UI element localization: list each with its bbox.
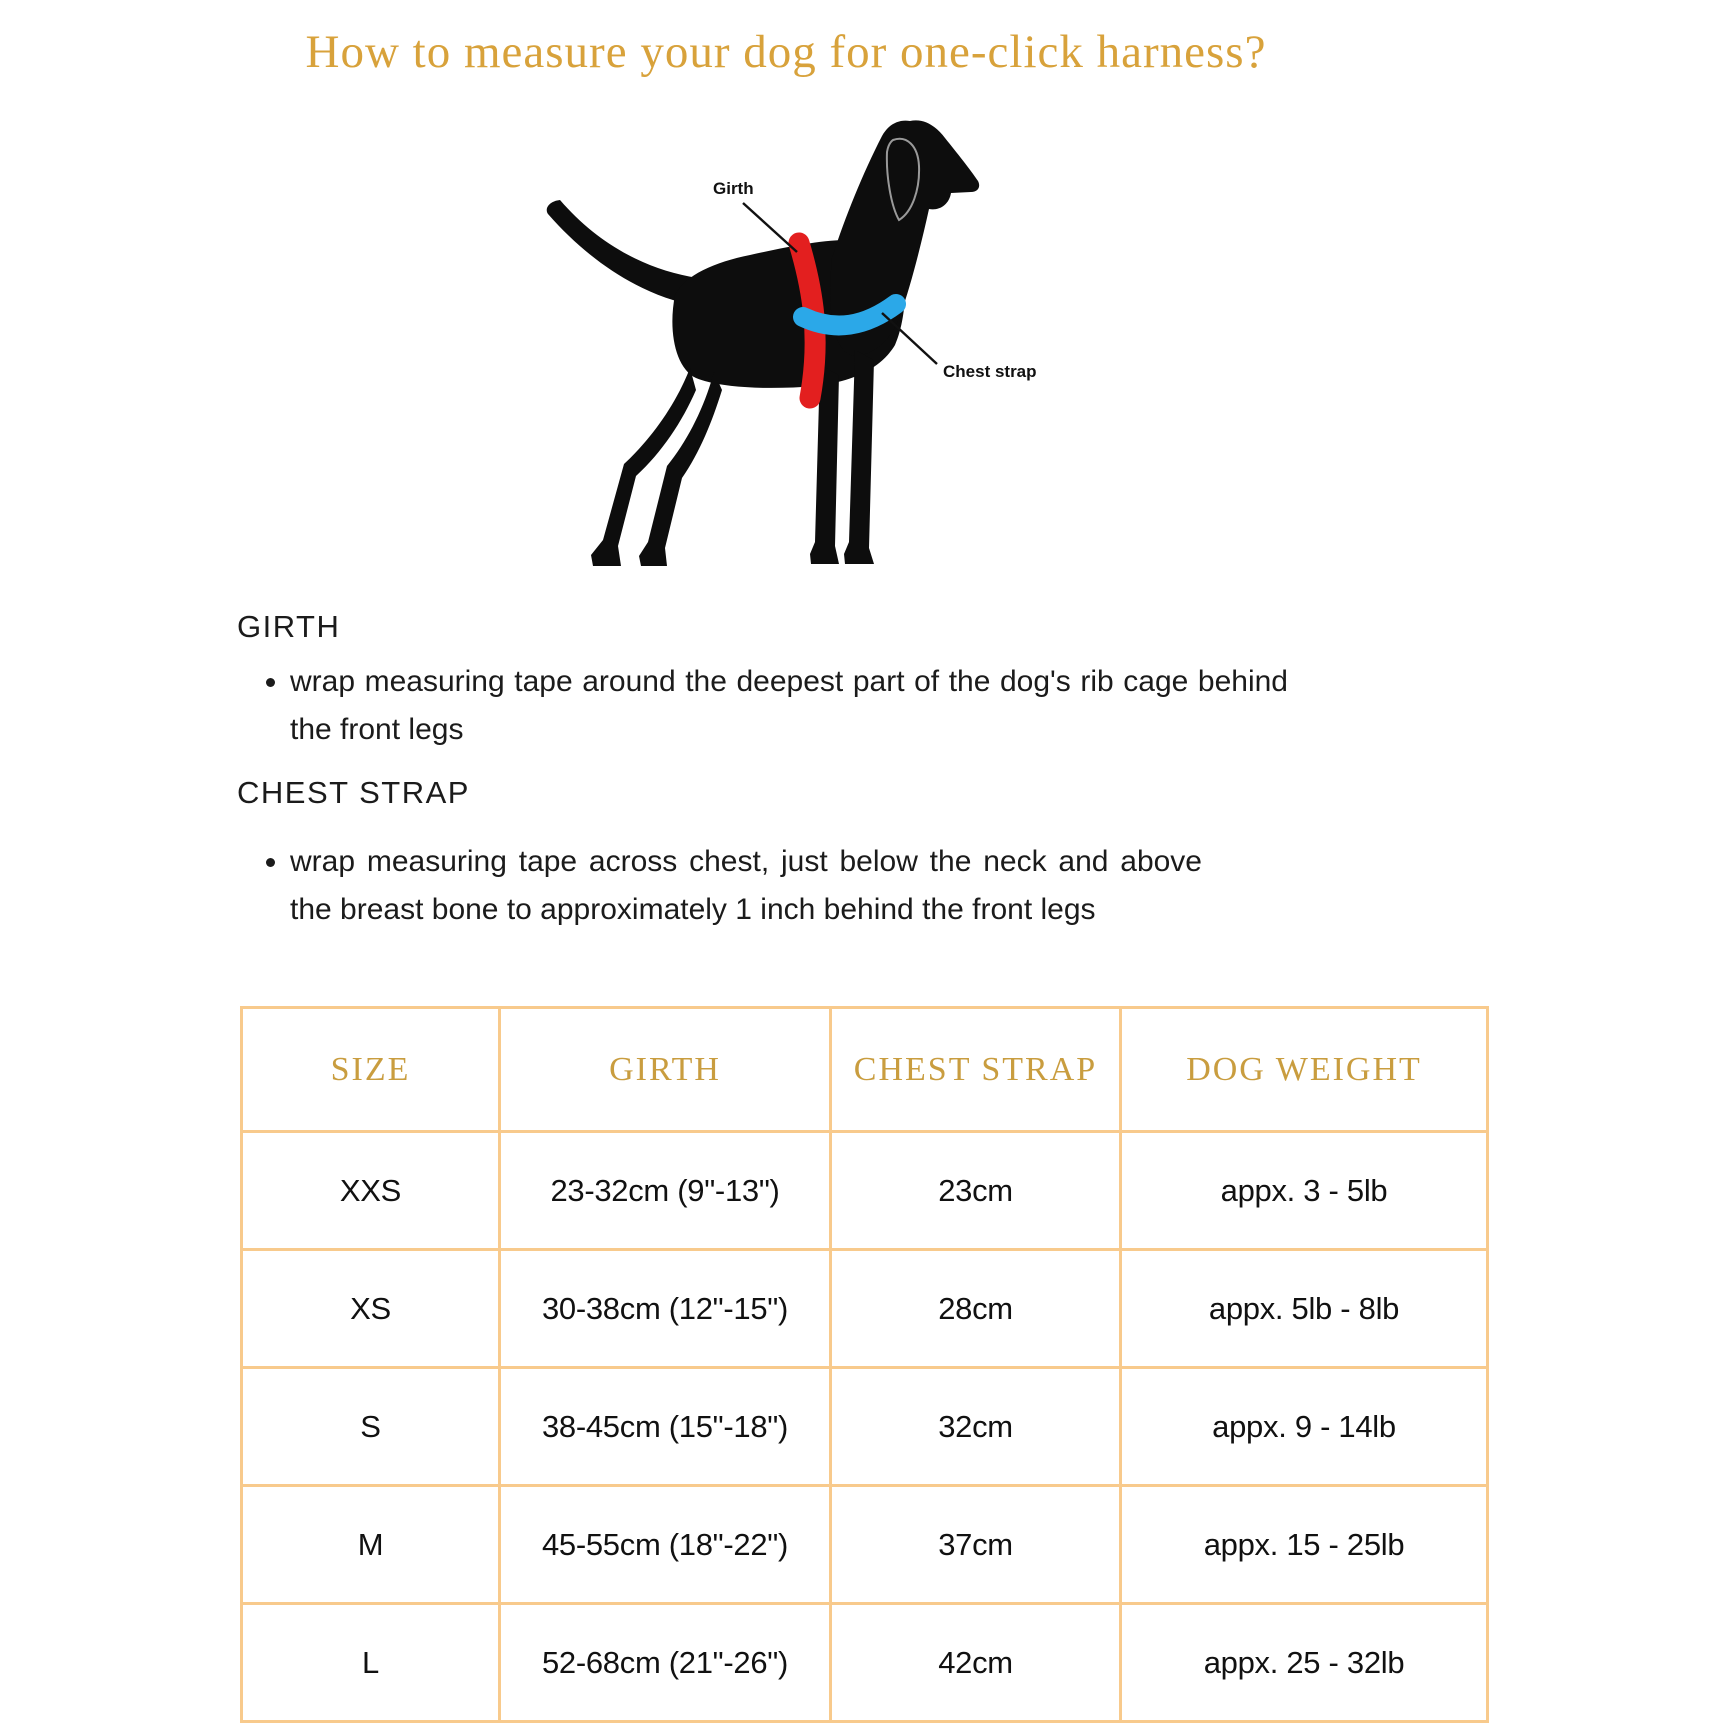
table-row-xxs <box>242 1132 1488 1250</box>
girth-instructions-list <box>237 658 1288 754</box>
dog-tail <box>547 200 698 306</box>
table-row-l <box>242 1604 1488 1722</box>
column-header-dog-weight: DOG WEIGHT <box>1121 1008 1488 1132</box>
table-row-m <box>242 1486 1488 1604</box>
cell-chest-strap: 42cm <box>831 1604 1121 1722</box>
cell-girth: 30-38cm (12"-15") <box>500 1250 831 1368</box>
dog-measurement-diagram <box>500 80 1200 580</box>
size-chart-table <box>240 1006 1489 1723</box>
dog-front-leg-near <box>844 350 874 564</box>
cell-chest-strap: 32cm <box>831 1368 1121 1486</box>
cell-dog-weight: appx. 5lb - 8lb <box>1121 1250 1488 1368</box>
cell-size: XS <box>242 1250 500 1368</box>
girth-pointer-line <box>743 203 797 252</box>
cell-size: XXS <box>242 1132 500 1250</box>
table-row-xs <box>242 1250 1488 1368</box>
cell-chest-strap: 23cm <box>831 1132 1121 1250</box>
cell-girth: 52-68cm (21"-26") <box>500 1604 831 1722</box>
cell-girth: 45-55cm (18"-22") <box>500 1486 831 1604</box>
cell-size: S <box>242 1368 500 1486</box>
cell-size: M <box>242 1486 500 1604</box>
chest-strap-diagram-label: Chest strap <box>943 362 1037 381</box>
column-header-chest-strap: CHEST STRAP <box>831 1008 1121 1132</box>
table-row-s <box>242 1368 1488 1486</box>
cell-girth: 23-32cm (9"-13") <box>500 1132 831 1250</box>
girth-diagram-label: Girth <box>713 179 754 198</box>
cell-dog-weight: appx. 3 - 5lb <box>1121 1132 1488 1250</box>
girth-instruction-item: • wrap measuring tape around the deepest part of the dog's rib cage behind the front legs <box>290 658 1288 754</box>
cell-dog-weight: appx. 15 - 25lb <box>1121 1486 1488 1604</box>
column-header-size: SIZE <box>242 1008 500 1132</box>
chest-strap-instruction-item: • wrap measuring tape across chest, just below the neck and above the breast bone to approximately 1 inch behind the front legs <box>290 838 1202 934</box>
chest-strap-instructions-list <box>237 838 1202 934</box>
size-chart-header-row <box>242 1008 1488 1132</box>
page-title: How to measure your dog for one-click harness? <box>305 26 1267 79</box>
cell-chest-strap: 37cm <box>831 1486 1121 1604</box>
cell-girth: 38-45cm (15"-18") <box>500 1368 831 1486</box>
girth-section-heading: GIRTH <box>237 609 341 644</box>
column-header-girth: GIRTH <box>500 1008 831 1132</box>
cell-size: L <box>242 1604 500 1722</box>
cell-dog-weight: appx. 25 - 32lb <box>1121 1604 1488 1722</box>
cell-dog-weight: appx. 9 - 14lb <box>1121 1368 1488 1486</box>
cell-chest-strap: 28cm <box>831 1250 1121 1368</box>
chest-strap-section-heading: CHEST STRAP <box>237 775 470 810</box>
